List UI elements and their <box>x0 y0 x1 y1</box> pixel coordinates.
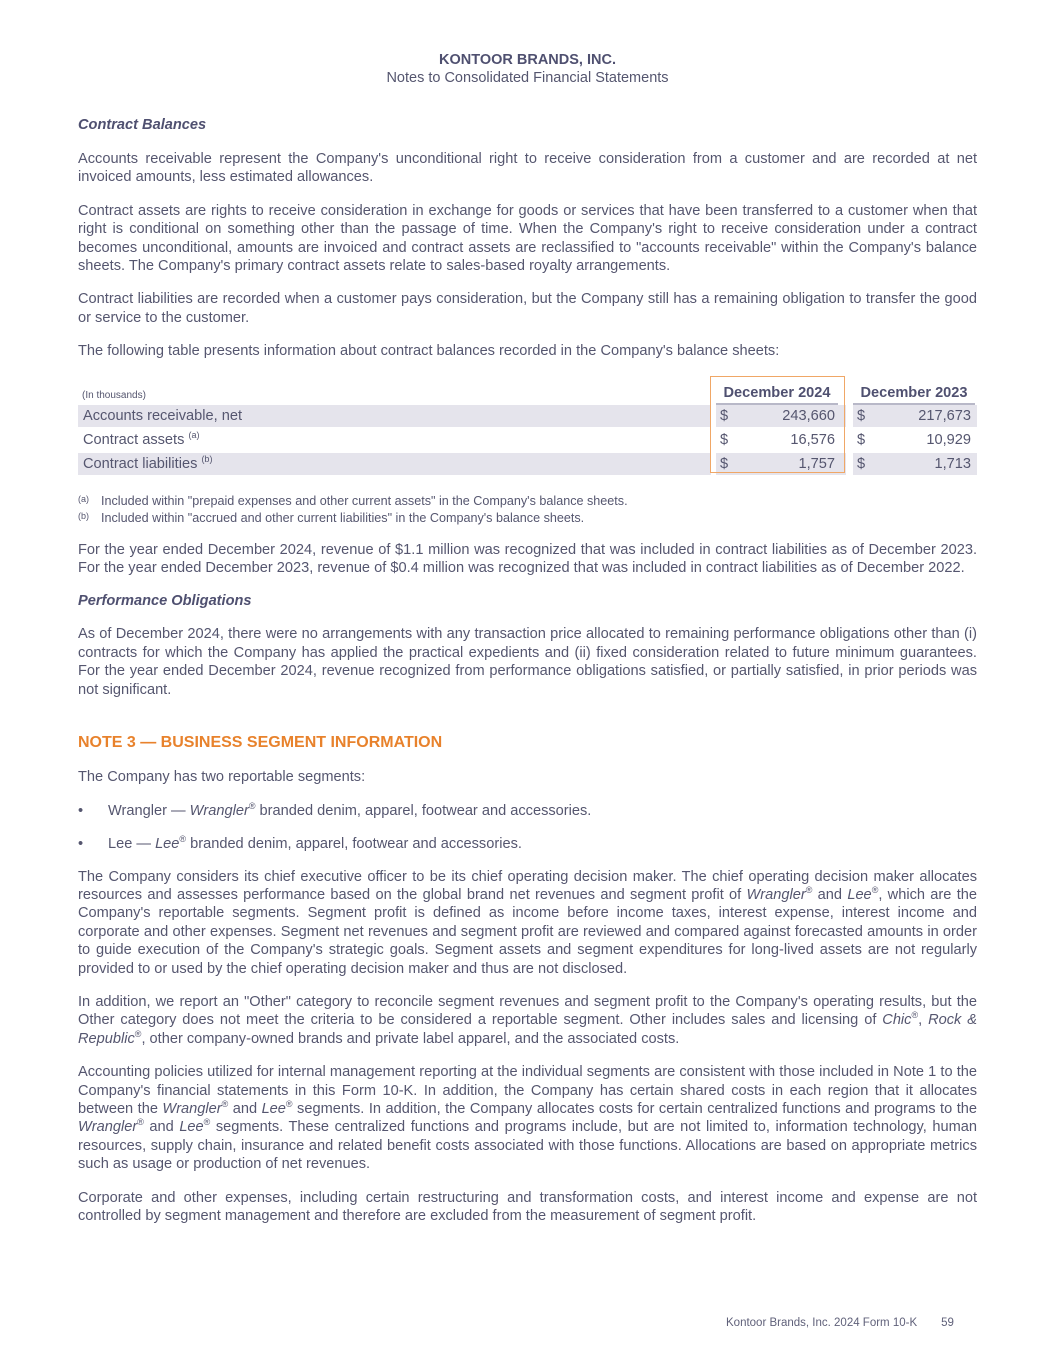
accounting-policies-paragraph: Accounting policies utilized for internal management reporting at the individual segments are consistent with those included in Note 1 to the Company's financial statements in this Form 10-K. In addition, the Company has certain shared costs in each region that it allocates between the Wrangler® and Lee® segments. In addition, the Company allocates costs for certain centralized functions and programs to the Wrangler® and Lee® segments. These centralized functions and programs include, but are not limited to, information technology, human resources, supply chain, insurance and related benefit costs associated with those functions. Allocations are based on appropriate metrics such as usage or production of net revenues. <box>78 1064 977 1173</box>
brand-name: Wrangler <box>189 802 249 819</box>
segments-intro: The Company has two reportable segments: <box>78 769 366 786</box>
table-intro-paragraph: The following table presents information about contract balances recorded in the Company's balance sheets: <box>78 343 780 360</box>
currency-symbol: $ <box>720 431 729 448</box>
value-december-2023: 217,673 <box>918 407 971 424</box>
table-row <box>78 405 977 427</box>
performance-obligations-heading: Performance Obligations <box>78 593 252 610</box>
segment-bullet-lee: • Lee — Lee® branded denim, apparel, footwear and accessories. <box>78 833 522 852</box>
table-row <box>78 453 977 475</box>
bullet-icon: • <box>78 835 84 852</box>
footnote-mark: (b) <box>78 510 89 521</box>
row-label: Accounts receivable, net <box>83 407 242 424</box>
footnote-text: Included within "accrued and other current liabilities" in the Company's balance sheets. <box>101 510 585 525</box>
currency-symbol: $ <box>720 407 729 424</box>
footnote-ref: (b) <box>201 453 213 464</box>
footnote-a <box>78 493 977 510</box>
footnote-mark: (a) <box>78 493 89 504</box>
contract-balances-heading: Contract Balances <box>78 117 207 133</box>
footnote-text: Included within "prepaid expenses and other current assets" in the Company's balance sheets. <box>101 493 628 508</box>
other-category-paragraph: In addition, we report an "Other" category to reconcile segment revenues and segment profit to the Company's operating results, but the Other category does not meet the criteria to be considered a reportable segment. Other includes sales and licensing of Chic®, Rock & Republic®, other company-owned brands and private label apparel, and the associated costs. <box>78 993 977 1047</box>
value-december-2023: 10,929 <box>926 431 971 448</box>
currency-symbol: $ <box>720 455 729 472</box>
note-3-title: NOTE 3 — BUSINESS SEGMENT INFORMATION <box>78 734 443 752</box>
revenue-recognized-paragraph: For the year ended December 2024, revenue of $1.1 million was recognized that was included in contract liabilities as of December 2023. For the year ended December 2023, revenue of $0.4 million was recognized that was included in contract liabilities as of December 2022. <box>78 541 977 577</box>
currency-symbol: $ <box>857 407 866 424</box>
page-number: 59 <box>941 1317 954 1329</box>
contract-assets-paragraph: Contract assets are rights to receive consideration in exchange for goods or services that have been transferred to a customer when that right is conditional on something other than the passage of time. When the Company's right to receive consideration under a contract becomes unconditional, amounts are invoiced and contract assets are reclassified to "accounts receivable" within the Company's balance sheets. The Company's primary contract assets relate to sales-based royalty arrangements. <box>78 202 977 275</box>
value-december-2024: 243,660 <box>782 407 835 424</box>
page-content <box>78 116 977 1225</box>
segment-bullet-wrangler: • Wrangler — Wrangler® branded denim, apparel, footwear and accessories. <box>78 800 592 819</box>
contract-liabilities-paragraph: Contract liabilities are recorded when a customer pays consideration, but the Company still has a remaining obligation to transfer the good or service to the customer. <box>78 291 977 326</box>
footnote-ref: (a) <box>188 429 200 440</box>
value-december-2024: 1,757 <box>798 455 835 472</box>
value-december-2024: 16,576 <box>790 431 835 448</box>
footer-text: Kontoor Brands, Inc. 2024 Form 10-K <box>726 1317 918 1329</box>
accounts-receivable-paragraph: Accounts receivable represent the Company's unconditional right to receive consideration from a customer and are recorded at net invoiced amounts, less estimated allowances. <box>78 151 977 186</box>
page-footer <box>726 1317 954 1329</box>
table-row <box>78 429 977 451</box>
currency-symbol: $ <box>857 431 866 448</box>
footnote-b <box>78 510 977 527</box>
chief-operating-decision-maker-paragraph: The Company considers its chief executive officer to be its chief operating decision maker. The chief operating decision maker allocates resources and assesses performance based on the global brand net revenues and segment profit of Wrangler® and Lee®, which are the Company's reportable segments. Segment profit is defined as income before income taxes, interest expense, interest income and corporate and other expenses. Segment net revenues and segment profit are reviewed and compared against forecasted amounts in order to guide execution of the Company's strategic goals. Segment assets and segment expenditures for long-lived assets are not regularly provided to or used by the chief operating decision maker and thus are not disclosed. <box>78 868 977 977</box>
row-label: Contract assets $^{(a)}$ <box>83 429 200 448</box>
column-header-december-2024: December 2024 <box>716 383 838 405</box>
contract-balances-table <box>78 379 977 479</box>
corporate-expenses-paragraph: Corporate and other expenses, including certain restructuring and transformation costs, and interest income and expense are not controlled by segment management and therefore are excluded from the measurement of segment profit. <box>78 1189 977 1224</box>
brand-name: Lee <box>155 835 180 852</box>
table-units: (In thousands) <box>82 389 146 401</box>
row-label: Contract liabilities $^{(b)}$ <box>83 453 213 472</box>
bullet-icon: • <box>78 802 84 819</box>
page-header <box>0 52 1055 88</box>
company-name: KONTOOR BRANDS, INC. <box>439 52 616 68</box>
document-subtitle: Notes to Consolidated Financial Statements <box>386 70 669 86</box>
column-header-december-2023: December 2023 <box>853 383 975 405</box>
performance-obligations-paragraph: As of December 2024, there were no arrangements with any transaction price allocated to remaining performance obligations other than (i) contracts for which the Company has applied the practical expedients and (ii) fixed consideration related to future minimum guarantees. For the year ended December 2024, revenue recognized from performance obligations satisfied, or partially satisfied, in prior periods was not significant. <box>78 626 977 698</box>
value-december-2023: 1,713 <box>934 455 971 472</box>
currency-symbol: $ <box>857 455 866 472</box>
table-footnotes <box>78 493 977 527</box>
